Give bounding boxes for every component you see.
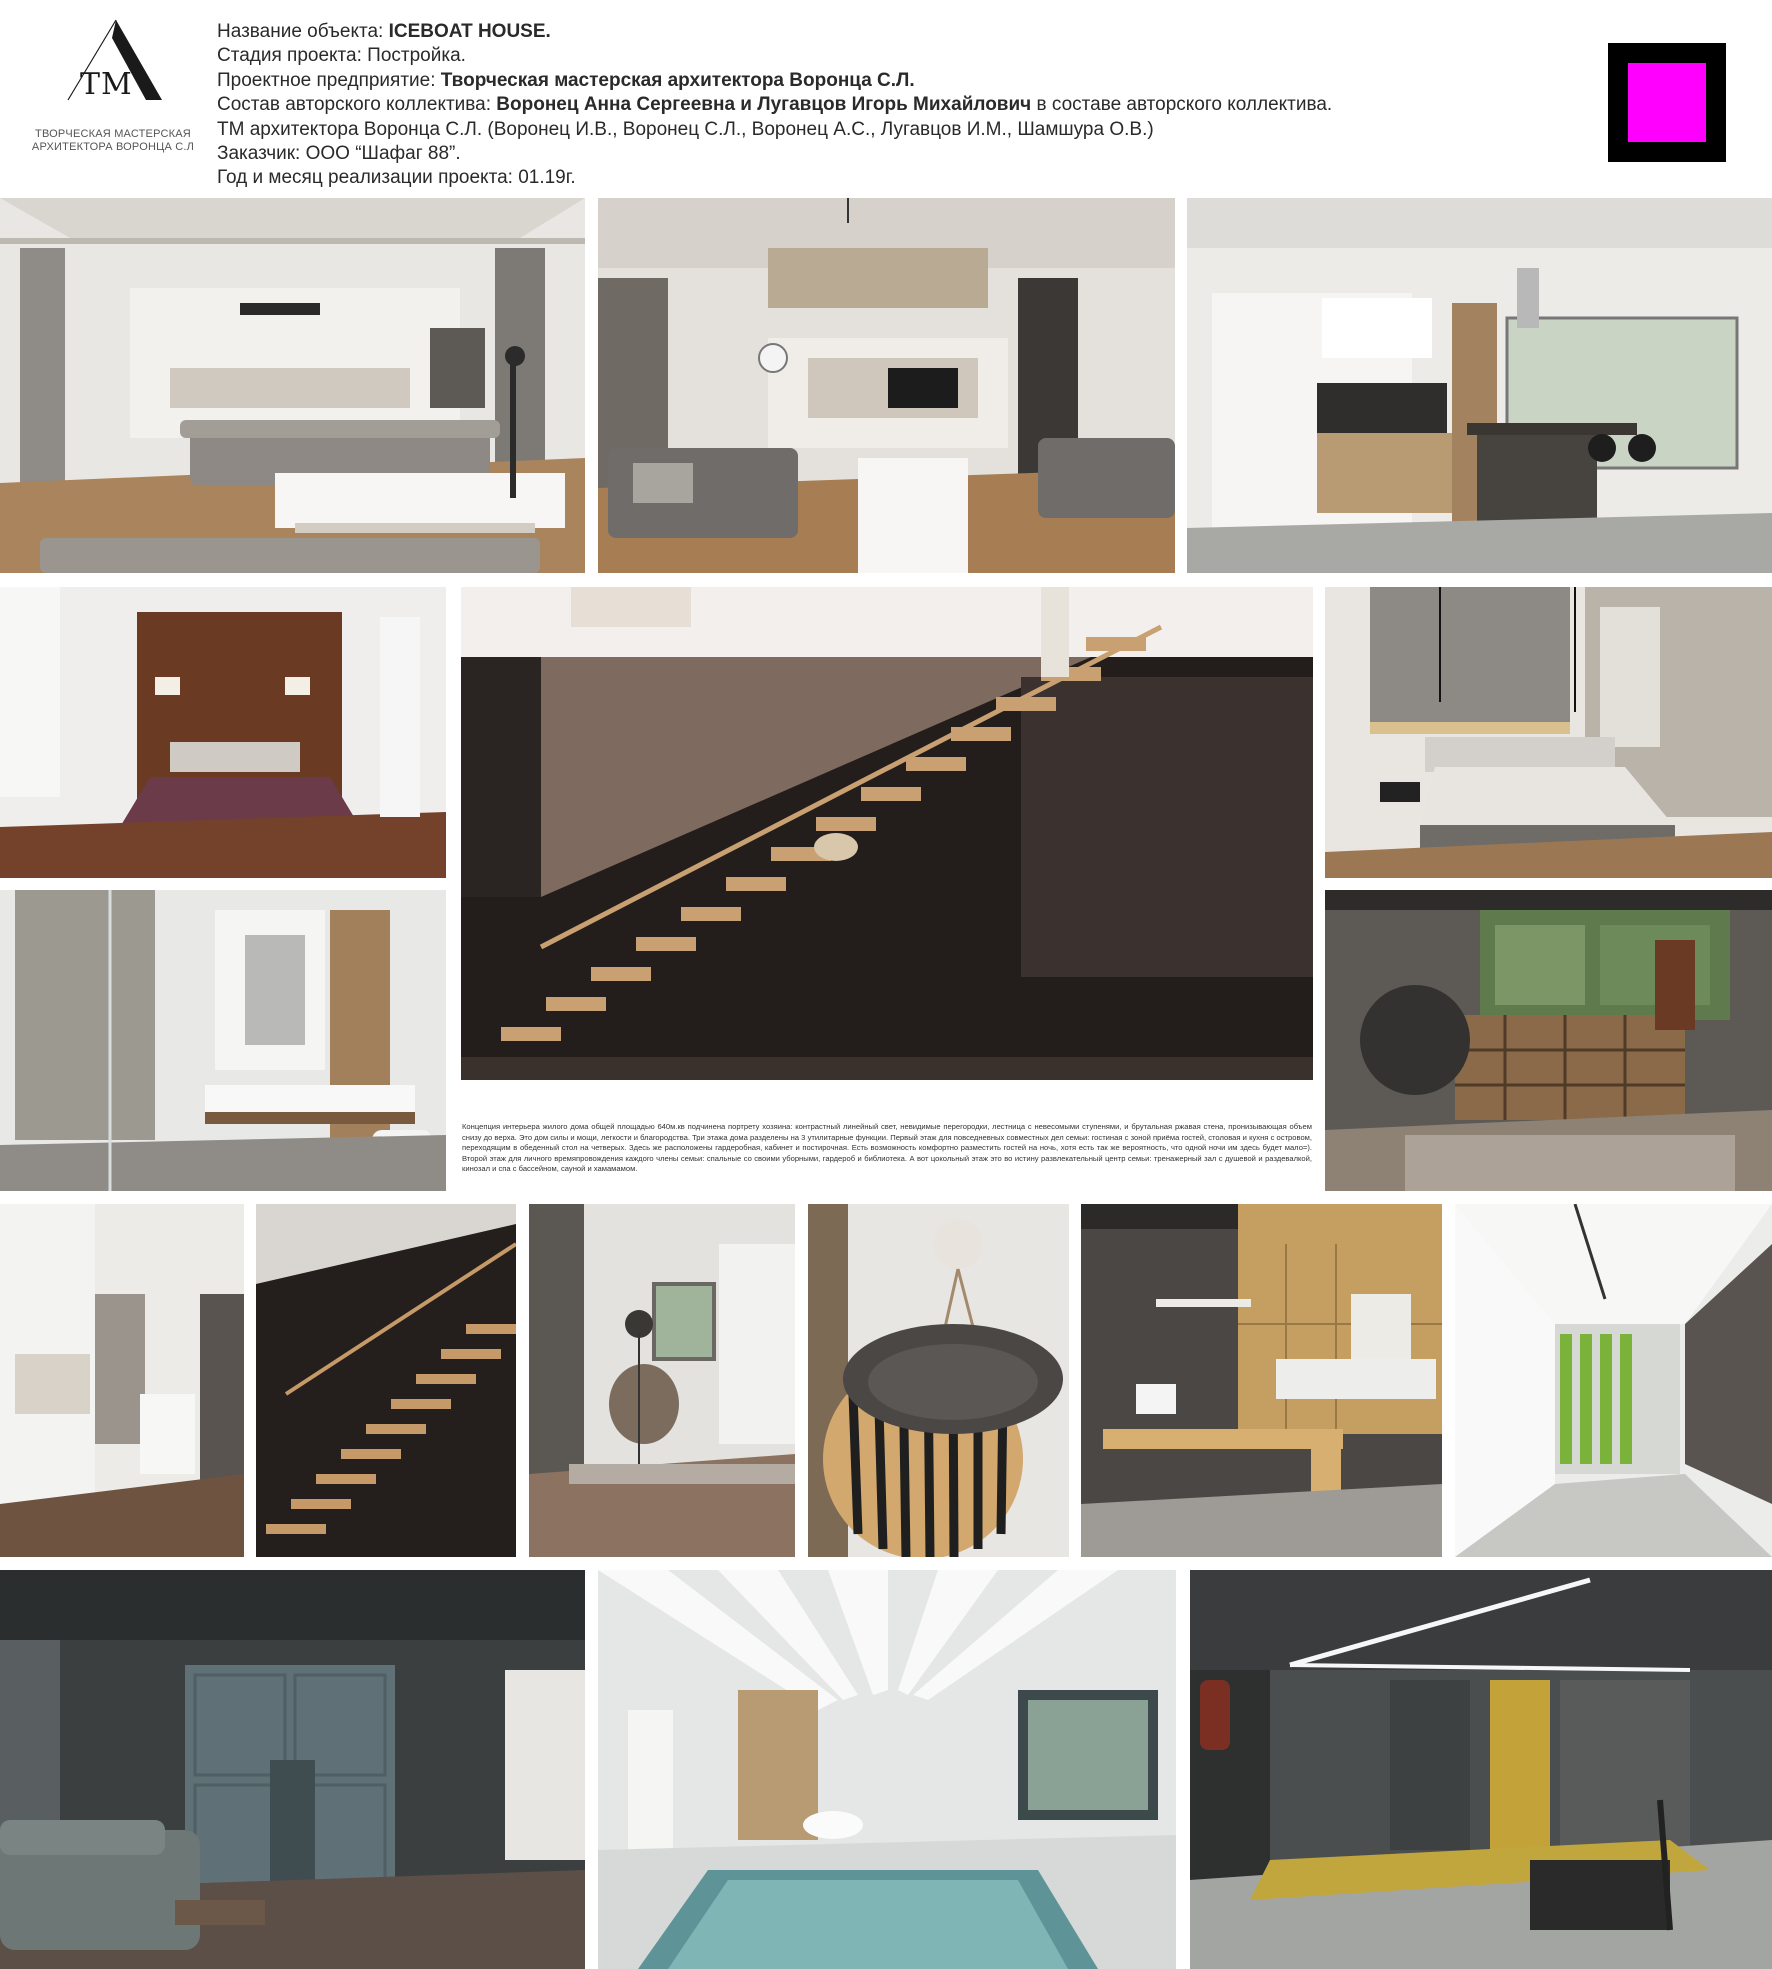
project-name: ICEBOAT HOUSE. bbox=[388, 21, 551, 42]
logo-caption-line-1: ТВОРЧЕСКАЯ МАСТЕРСКАЯ bbox=[35, 128, 191, 140]
team-line: ТМ архитектора Воронца С.Л. (Воронец И.В., Воронец С.Л., Воронец А.С., Лугавцов И.М., Шамшура О.В.) bbox=[217, 118, 1154, 140]
photo-double-height-hall bbox=[598, 198, 1175, 573]
photo-reading-corner bbox=[529, 1204, 795, 1557]
design-firm-line: Проектное предприятие: Творческая мастерская архитектора Воронца С.Л. bbox=[217, 69, 915, 91]
photo-staircase-main bbox=[461, 587, 1313, 1080]
photo-globe-chair bbox=[808, 1204, 1069, 1557]
photo-kitchen bbox=[1187, 198, 1772, 573]
project-stage-line: Стадия проекта: Постройка. bbox=[217, 45, 466, 67]
project-description: Концепция интерьера жилого дома общей площадью 640м.кв подчинена портрету хозяина: контрастный линейный свет, невидимые перегородки, лестница с невесомыми ступенями, и брутальная ржавая стена, пронизывающая объем снизу до верха. Это дом силы и мощи, легкости и благородства. Три этажа дома разделены на 3 утилитарные функции. Первый этаж для повседневных совместных дел семьи: гостиная с зоной приёма гостей, столовая и кухня с островом, переходящим в обеденный стол на четверых. Здесь же расположены гардеробная, кабинет и постирочная. Есть возможность комфортно разместить гостей на ночь, хотя есть так же вероятность, что одной ночи им здесь будет мало=). Второй этаж для личного времяпровождения каждого члены семьи: спальные со своими уборными, гардероб и библиотека. А вот цокольный этаж это во истину развлекательный центр семьи: тренажерный зал с душевой и раздевалкой, кинозал и спа с бассейном, сауной и хамамамом. bbox=[462, 1122, 1312, 1174]
photo-staircase-detail bbox=[256, 1204, 516, 1557]
photo-library bbox=[1325, 890, 1772, 1191]
photo-home-cinema bbox=[0, 1570, 585, 1969]
color-badge-inner bbox=[1628, 63, 1706, 142]
photo-bedroom-gray bbox=[1325, 587, 1772, 878]
photo-white-corridor bbox=[1455, 1204, 1772, 1557]
design-firm: Творческая мастерская архитектора Воронца С.Л. bbox=[440, 69, 915, 91]
project-name-line: Название объекта: ICEBOAT HOUSE. bbox=[217, 21, 551, 42]
logo-triangle-icon bbox=[60, 16, 166, 106]
color-badge bbox=[1608, 43, 1726, 162]
client-line: Заказчик: ООО “Шафаг 88”. bbox=[217, 143, 461, 165]
logo-caption bbox=[28, 128, 198, 154]
authors-line: Состав авторского коллектива: Воронец Анна Сергеевна и Лугавцов Игорь Михайлович в составе авторского коллектива. bbox=[217, 94, 1333, 116]
svg-text:TM: TM bbox=[80, 67, 133, 102]
authors: Воронец Анна Сергеевна и Лугавцов Игорь Михайлович bbox=[496, 94, 1032, 116]
photo-living-room bbox=[0, 198, 585, 573]
photo-bedroom-wood bbox=[0, 587, 446, 878]
photo-home-office bbox=[1081, 1204, 1442, 1557]
completion-date-line: Год и месяц реализации проекта: 01.19г. bbox=[217, 167, 576, 189]
studio-logo bbox=[28, 16, 198, 166]
photo-hallway bbox=[0, 1204, 244, 1557]
logo-caption-line-2: АРХИТЕКТОРА ВОРОНЦА С.Л bbox=[31, 141, 195, 153]
photo-bathroom bbox=[0, 890, 446, 1191]
project-info bbox=[217, 20, 1547, 191]
photo-pool bbox=[598, 1570, 1176, 1969]
photo-gym bbox=[1190, 1570, 1772, 1969]
